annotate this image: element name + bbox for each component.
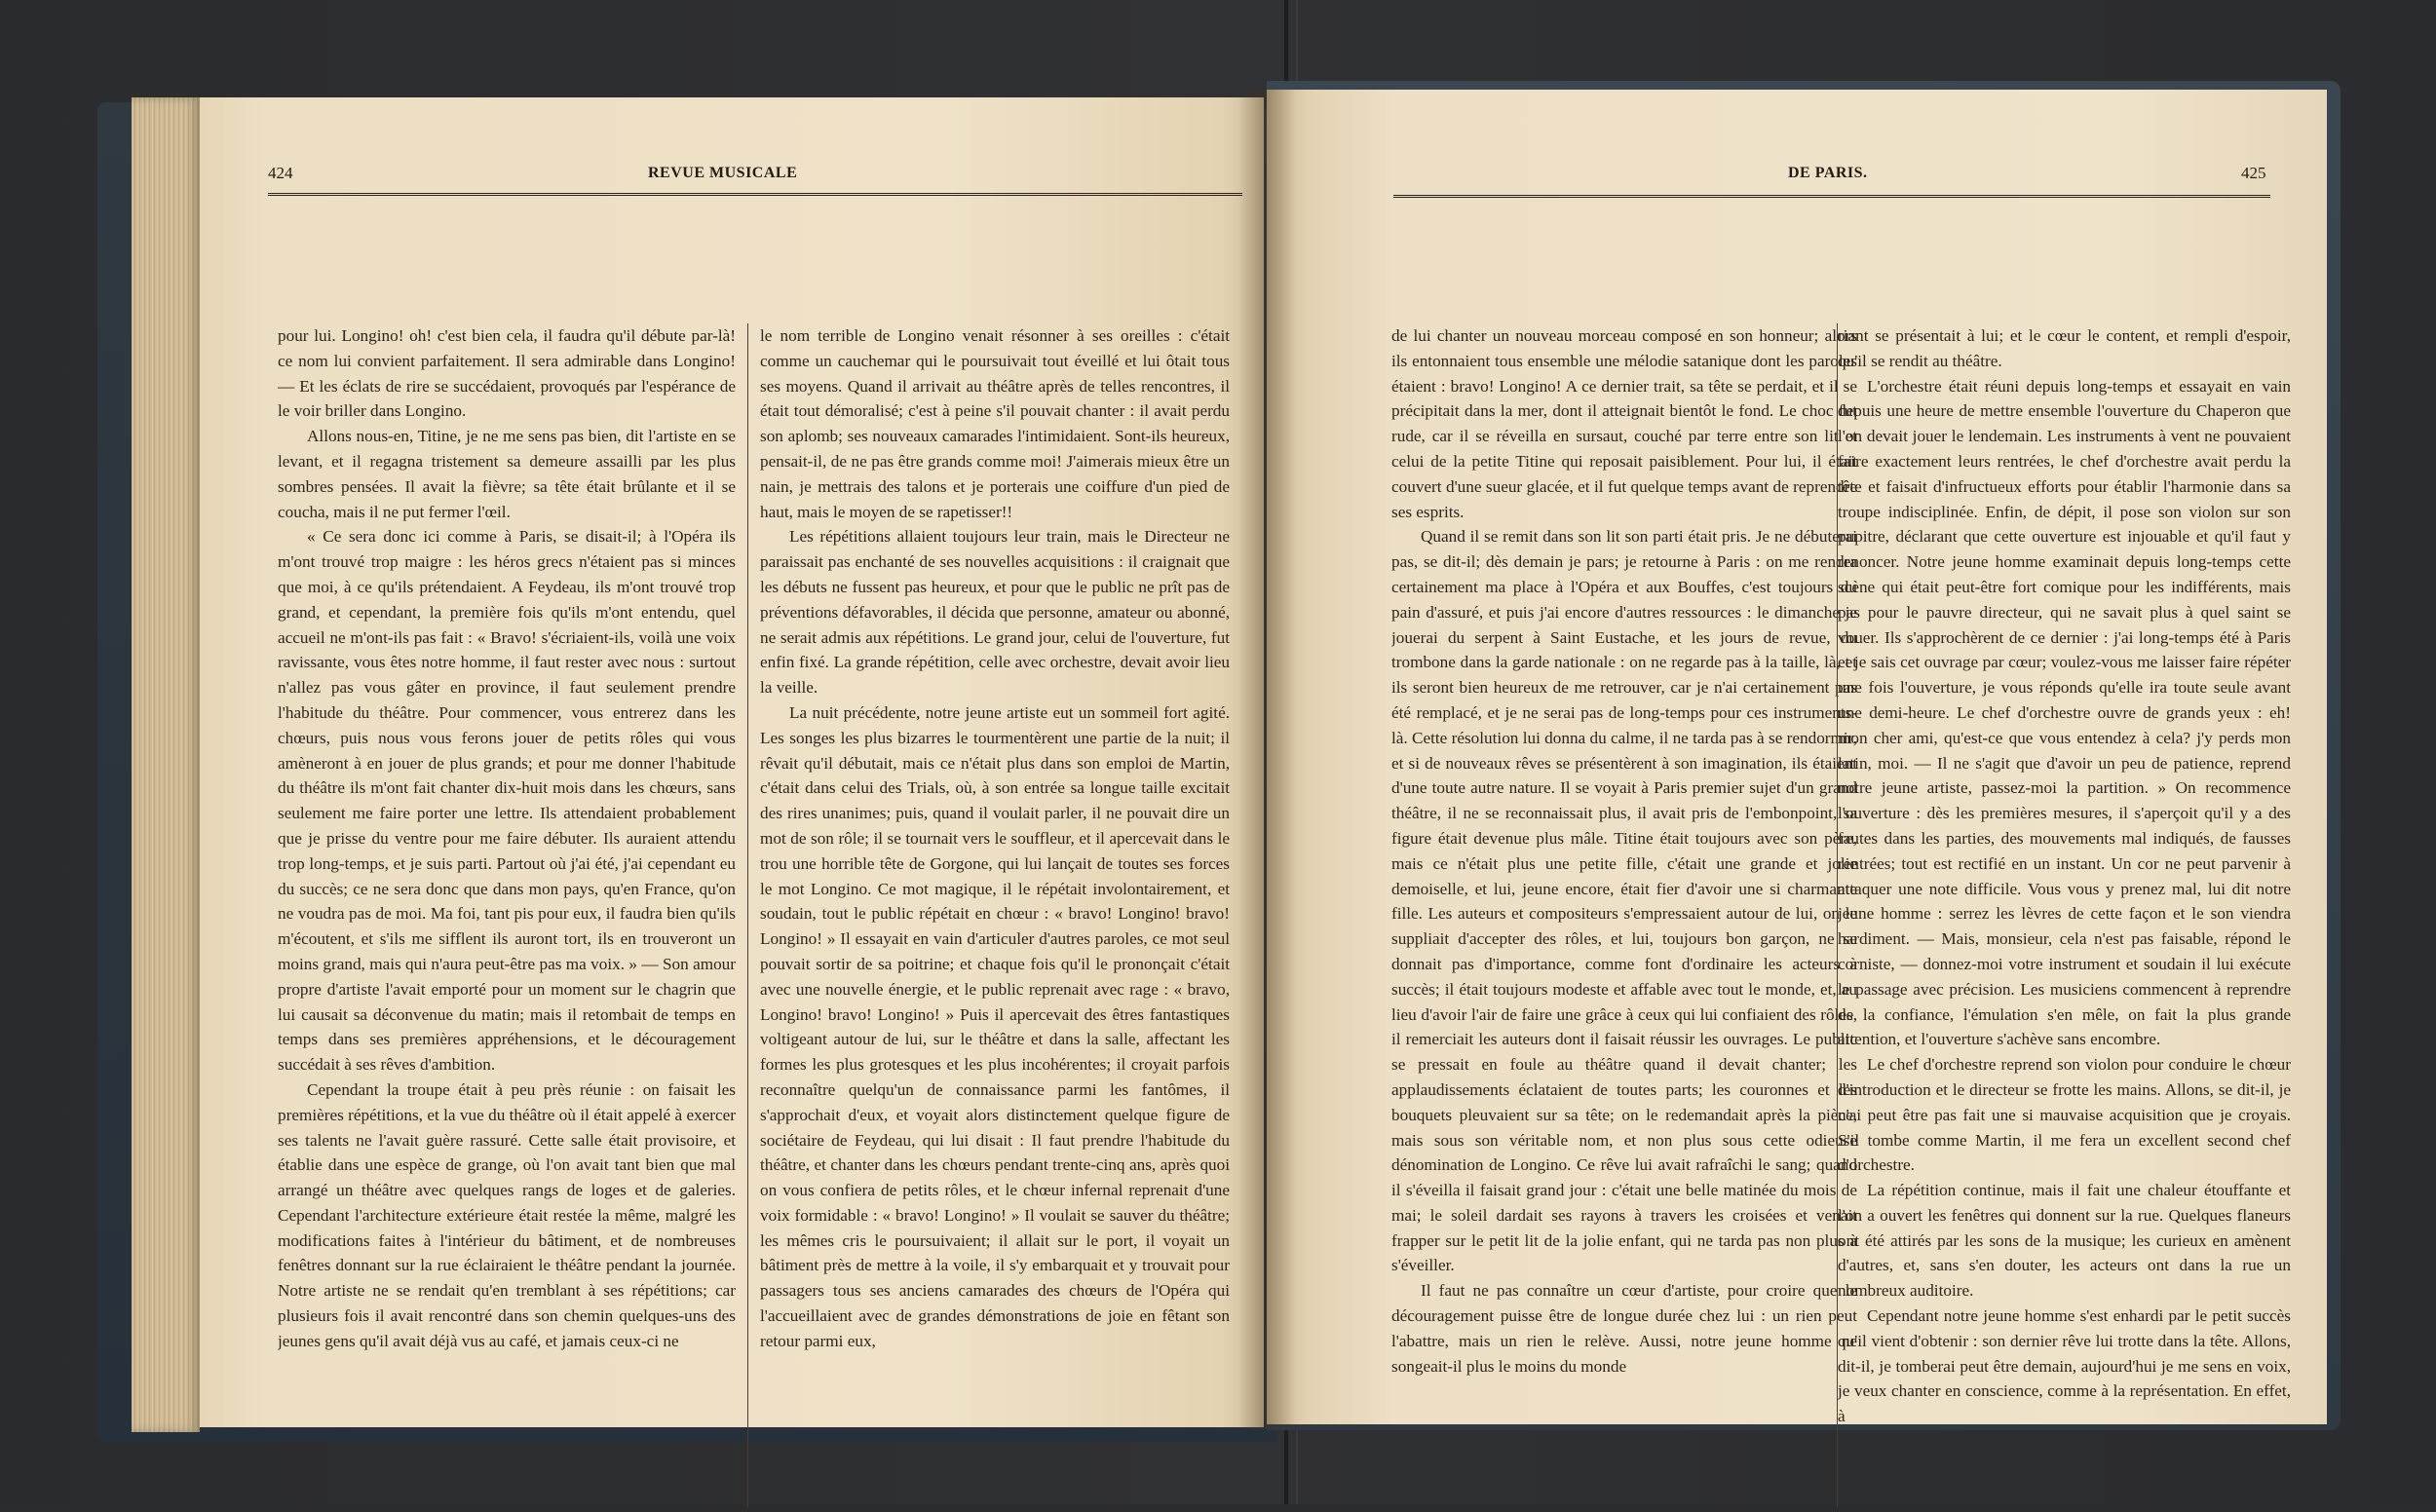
text-column-2 <box>760 323 1230 1512</box>
paragraph: Les répétitions allaient toujours leur train, mais le Directeur ne paraissait pas enchanté de ses nouvelles acquisitions : il craignait que les débuts ne fussent pas heureux, et pour que le public ne prît pas de préventions défavorables, il décida que personne, amateur ou abonné, ne serait admis aux répétitions. Le grand jour, celui de l'ouverture, fut enfin fixé. La grande répétition, celle avec orchestre, devait avoir lieu la veille. <box>760 527 1230 698</box>
paragraph: Il faut ne pas connaître un cœur d'artiste, pour croire que le découragement puisse être de longue durée chez lui : un rien peut l'abattre, mais un rien le relève. Aussi, notre jeune homme ne songeait-il plus le moins du monde <box>1391 1281 1857 1376</box>
paragraph: La nuit précédente, notre jeune artiste eut un sommeil fort agité. Les songes les plus bizarres le tourmentèrent une partie de la nuit; il rêvait qu'il débutait, mais ce n'était plus dans son emploi de Martin, c'était dans celui des Trials, où, à son entrée sa longue taille excitait des rires unanimes; puis, quand il voulait parler, il ne pouvait dire un mot de son rôle; il se tournait vers le souffleur, et il apercevait dans le trou une horrible tête de Gorgone, qui lui lançait de toutes ses forces le mot Longino. Ce mot magique, il le répétait involontairement, et soudain, tout le public répétait en chœur : « bravo! Longino! bravo! Longino! » Il essayait en vain d'articuler d'autres paroles, ce mot seul pouvait sortir de sa poitrine; et chaque fois qu'il le prononçait c'était avec une nouvelle énergie, et le public reprenait avec rage : « bravo, Longino! bravo! Longino! » Puis il apercevait des êtres fantastiques voltigeant autour de lui, sur le théâtre et dans la salle, affectant les formes les plus grotesques et les plus incohérentes; il croyait parfois reconnaître quelqu'un de connaissance parmi les fantômes, il s'approchait d'eux, et voyait alors distinctement quelque figure de sociétaire de Feydeau, qui lui disait : Il faut prendre l'habitude du théâtre, et chanter dans les chœurs pendant trente-cinq ans, après quoi on vous confiera de petits rôles, et le chœur infernal reprenait d'une voix formidable : « bravo! Longino! » Il voulait se sauver du théâtre; les mêmes cris le poursuivaient; il allait sur le port, il voyait un bâtiment près de mettre à la voile, il s'y embarquait et y trouvait pour passagers tous ses anciens camarades des chœurs de l'Opéra qui l'accueillaient avec de grandes démonstrations de joie en fêtant son retour parmi eux, <box>760 702 1230 1350</box>
paragraph: le nom terrible de Longino venait résonner à ses oreilles : c'était comme un cauchemar qui le poursuivait tout éveillé et lui ôtait tous ses moyens. Quand il arrivait au théâtre après de telles rencontres, il était tout démoralisé; c'est à peine s'il pouvait chanter : il avait perdu son aplomb; ses nouveaux camarades l'intimidaient. Sont-ils heureux, pensait-il, de ne pas être grands comme moi! J'aimerais mieux être un nain, je mettrais des talons et je porterais une coiffure d'un pied de haut, mais le moyen de se rapetisser!! <box>760 326 1230 521</box>
paragraph: « Ce sera donc ici comme à Paris, se disait-il; à l'Opéra ils m'ont trouvé trop maigre : les héros grecs n'étaient pas si minces que moi, à ce qu'ils prétendaient. A Feydeau, ils m'ont trouvé trop grand, et cependant, la première fois qu'ils m'ont entendu, quel accueil ne m'ont-ils pas fait : « Bravo! s'écriaient-ils, voilà une voix ravissante, vous êtes notre homme, il faut rester avec nous : surtout n'allez pas vous gâter en province, il faut seulement prendre l'habitude du théâtre. Pour commencer, vous entrerez dans les chœurs, puis nous vous ferons jouer de petits rôles qui vous amèneront à en jouer de plus grands; et pour me donner l'habitude du théâtre ils m'ont fait chanter dix-huit mois dans les chœurs, sans seulement me faire porter une lettre. Ils attendaient probablement que je prisse du ventre pour me faire débuter. Ils auraient attendu trop long-temps, et je suis parti. Partout où j'ai été, j'ai cependant eu du succès; ce ne sera donc que dans mon pays, qu'en France, qu'on ne voudra pas de moi. Ma foi, tant pis pour eux, il faudra bien qu'ils m'écoutent, et s'ils me sifflent ils auront tort, ils en trouveront un moins grand, mais qui n'aura peut-être pas ma voix. » — Son amour propre d'artiste l'avait emporté pour un moment sur le chagrin que lui causait sa déconvenue du matin; mais il retombait de temps en temps dans ses premières appréhensions, et le découragement succédait à ses rêves d'ambition. <box>278 527 736 1075</box>
paragraph: riant se présentait à lui; et le cœur le content, et rempli d'espoir, qu'il se rendit au théâtre. <box>1838 326 2291 370</box>
paragraph: L'orchestre était réuni depuis long-temps et essayait en vain depuis une heure de mettre ensemble l'ouverture du Chaperon que l'on devait jouer le lendemain. Les instruments à vent ne pouvaient faire exactement leurs rentrées, le chef d'orchestre avait perdu la tête et faisait d'infructueux efforts pour établir l'harmonie dans sa troupe indisciplinée. Enfin, de dépit, il pose son violon sur son pupitre, déclarant que cette ouverture est injouable et qu'il faut y renoncer. Notre jeune homme examinait depuis long-temps cette scène qui était peut-être fort comique pour les indifférents, mais pas pour le pauvre directeur, qui ne savait plus à quel saint se vouer. Ils s'approchèrent de ce dernier : j'ai long-temps été à Paris et je sais cet ouvrage par cœur; voulez-vous me laisser faire répéter une fois l'ouverture, je vous réponds qu'elle ira toute seule avant une demi-heure. Le chef d'orchestre ouvre de grands yeux : eh! mon cher ami, qu'est-ce que vous entendez à cela? j'y perds mon latin, moi. — Il ne s'agit que d'avoir un peu de patience, reprend notre jeune artiste, passez-moi la partition. » On recommence l'ouverture : dès les premières mesures, il s'aperçoit qu'il y a des fautes dans les parties, des mouvements mal indiqués, de fausses rentrées; tout est rectifié en un instant. Un cor ne peut parvenir à attaquer une note difficile. Vous vous y prenez mal, lui dit notre jeune homme : serrez les lèvres de cette façon et le son viendra hardiment. — Mais, monsieur, cela n'est pas faisable, répond le corniste, — donnez-moi votre instrument et soudain il lui exécute le passage avec précision. Les musiciens commencent à reprendre de la confiance, l'émulation s'en mêle, on fait la plus grande attention, et l'ouverture s'achève sans encombre. <box>1838 376 2291 1049</box>
paragraph: Allons nous-en, Titine, je ne me sens pas bien, dit l'artiste en se levant, et il regagna tristement sa demeure assailli par les plus sombres pensées. Il avait la fièvre; sa tête était brûlante et il se coucha, mais il ne put fermer l'œil. <box>278 427 736 521</box>
paragraph: Cependant notre jeune homme s'est enhardi par le petit succès qu'il vient d'obtenir : son dernier rêve lui trotte dans la tête. Allons, dit-il, je tomberai peut être demain, aujourd'hui je me sens en voix, je veux chanter en conscience, comme à la représentation. En effet, à <box>1838 1306 2291 1426</box>
right-page <box>1267 90 2327 1424</box>
paragraph: Quand il se remit dans son lit son parti était pris. Je ne débuterai pas, se dit-il; dès demain je pars; je retourne à Paris : on me rendra certainement ma place à l'Opéra et aux Bouffes, c'est toujours du pain d'assuré, et puis j'ai encore d'autres ressources : le dimanche je jouerai du serpent à Saint Eustache, et les jours de revue, du trombone dans la garde nationale : on ne regarde pas à la taille, là, et ils seront bien heureux de me retrouver, car je n'ai certainement pas été remplacé, et je ne serai pas de long-temps pour ces instruments-là. Cette résolution lui donna du calme, il ne tarda pas à se rendormir, et si de nouveaux rêves se présentèrent à son imagination, ils étaient d'une toute autre nature. Il se voyait à Paris premier sujet d'un grand théâtre, il ne se reconnaissait plus, il avait pris de l'embonpoint, sa figure était devenue plus mâle. Titine était toujours avec son père, mais ce n'était plus une petite fille, c'était une grande et jolie demoiselle, et lui, jeune encore, était fier d'avoir une si charmante fille. Les auteurs et compositeurs s'empressaient autour de lui, on le suppliait d'accepter des rôles, et lui, toujours bon garçon, ne se donnait pas d'importance, comme font d'ordinaire les acteurs à succès; il était toujours modeste et affable avec tout le monde, et, au lieu d'avoir l'air de faire une grâce à ceux qui lui confiaient des rôles, il remerciait les auteurs dont il faisait réussir les ouvrages. Le public se pressait en foule au théâtre quand il devait chanter; les applaudissements éclataient de toutes parts; les couronnes et les bouquets pleuvaient sur sa tête; on le redemandait après la pièce, mais sous son véritable nom, et non plus sous cette odieuse dénomination de Longino. Ce rêve lui avait rafraîchi le sang; quand il s'éveilla il faisait grand jour : c'était une belle matinée du mois de mai; le soleil dardait ses rayons à travers les croisées et venait frapper sur le petit lit de la jolie enfant, qui ne tarda pas non plus à s'éveiller. <box>1391 527 1857 1275</box>
header-rule <box>268 193 1242 196</box>
page-block-edges <box>132 97 200 1432</box>
running-head: DE PARIS. <box>1788 165 1868 181</box>
page-number: 424 <box>268 164 293 182</box>
header-rule <box>1393 195 2270 198</box>
paragraph: de lui chanter un nouveau morceau composé en son honneur; alors ils entonnaient tous ensemble une mélodie satanique dont les paroles étaient : bravo! Longino! A ce dernier trait, sa tête se perdait, et il se précipitait dans la mer, dont il atteignait bientôt le fond. Le choc fut rude, car il se réveilla en sursaut, couché par terre entre son lit et celui de la petite Titine qui reposait paisiblement. Pour lui, il était couvert d'une sueur glacée, et il fut quelque temps avant de reprendre ses esprits. <box>1391 326 1857 521</box>
gutter-shadow <box>1237 90 1296 1429</box>
paragraph: La répétition continue, mais il fait une chaleur étouffante et l'on a ouvert les fenêtres qui donnent sur la rue. Quelques flaneurs ont été attirés par les sons de la musique; les curieux en amènent d'autres, et, sans s'en douter, les acteurs ont dans la rue un nombreux auditoire. <box>1838 1181 2291 1301</box>
text-column-2 <box>1838 323 2291 1512</box>
paragraph: pour lui. Longino! oh! c'est bien cela, il faudra qu'il débute par-là! ce nom lui convient parfaitement. Il sera admirable dans Longino! — Et les éclats de rire se succédaient, provoqués par l'espérance de le voir briller dans Longino. <box>278 326 736 421</box>
text-column-1 <box>1391 323 1857 1512</box>
running-head: REVUE MUSICALE <box>648 165 798 181</box>
column-rule <box>747 323 748 1507</box>
page-number: 425 <box>2241 164 2266 182</box>
paragraph: Cependant la troupe était à peu près réunie : on faisait les premières répétitions, et la vue du théâtre où il était appelé à exercer ses talents ne l'avait guère rassuré. Cette salle était provisoire, et établie dans une espèce de grange, où l'on avait tant bien que mal arrangé un théâtre avec quelques rangs de loges et de galeries. Cependant l'architecture extérieure était restée la même, malgré les modifications faites à l'intérieur du bâtiment, et de nombreuses fenêtres donnant sur la rue éclairaient le théâtre pendant la journée. Notre artiste ne se rendait qu'en tremblant à ses répétitions; car plusieurs fois il avait rencontré dans son chemin quelques-uns des jeunes gens qu'il avait déjà vus au café, et jamais ceux-ci ne <box>278 1079 736 1350</box>
left-page <box>200 97 1264 1427</box>
paragraph: Le chef d'orchestre reprend son violon pour conduire le chœur d'introduction et le directeur se frotte les mains. Allons, se dit-il, je n'ai peut être pas fait une si mauvaise acquisition que je croyais. S'il tombe comme Martin, il me fera un excellent second chef d'orchestre. <box>1838 1055 2291 1175</box>
text-column-1 <box>278 323 736 1512</box>
